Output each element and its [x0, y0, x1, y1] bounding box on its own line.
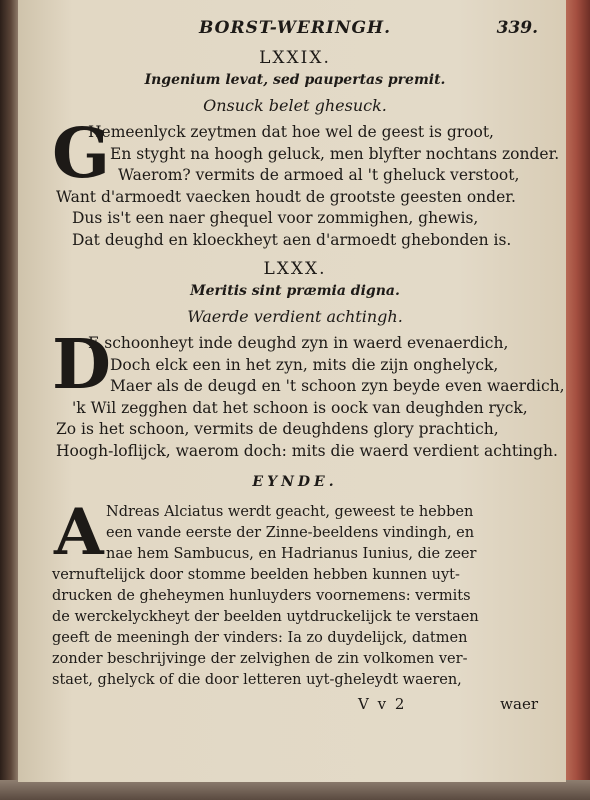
- verse-line: Zo is het schoon, vermits de deughdens glory prachtich,: [56, 420, 499, 438]
- page-number: 339.: [496, 18, 538, 38]
- verse-line: Dat deughd en kloeckheyt aen d'armoedt ghebonden is.: [72, 230, 512, 249]
- running-head-title: BORST-WERINGH.: [198, 18, 392, 38]
- book-cover-edge: [566, 0, 590, 800]
- verse-line: 'k Wil zegghen dat het schoon is oock van deughden ryck,: [72, 398, 528, 417]
- prose-line: zonder beschrijvinge der zelvighen de zin volkomen ver-: [52, 651, 468, 667]
- catchword: waer: [500, 695, 538, 713]
- emblem-79-verse: [52, 114, 560, 251]
- prose-line: vernuftelijck door stomme beelden hebben kunnen uyt-: [52, 567, 460, 583]
- emblem-80-verse: [52, 325, 565, 462]
- book-page: [18, 0, 566, 782]
- afterword: [52, 495, 538, 691]
- prose-line: drucken de gheheymen hunluyders voornemens: vermits: [52, 588, 471, 604]
- emblem-80-subtitle: Waerde verdient achtingh.: [187, 307, 403, 326]
- page-footer: [52, 695, 538, 719]
- book-spine-shadow: [0, 0, 18, 800]
- verse-line: E schoonheyt inde deughd zyn in waerd evenaerdich,: [88, 334, 509, 352]
- emblem-79-motto: Ingenium levat, sed paupertas premit.: [144, 72, 446, 88]
- verse-line: Maer als de deugd en 't schoon zyn beyde even waerdich,: [110, 377, 565, 395]
- verse-line: Want d'armoedt vaecken houdt de grootste geesten onder.: [56, 187, 516, 206]
- verse-line: Doch elck een in het zyn, mits die zijn onghelyck,: [110, 355, 499, 374]
- verse-line: En styght na hoogh geluck, men blyfter nochtans zonder.: [110, 144, 560, 163]
- prose-line: staet, ghelyck of die door letteren uyt-gheleydt waeren,: [52, 672, 462, 688]
- prose-line: Ndreas Alciatus werdt geacht, geweest te hebben: [106, 504, 474, 520]
- verse-line: Hemeenlyck zeytmen dat hoe wel de geest is groot,: [88, 123, 494, 141]
- afterword-drop-cap: A: [54, 495, 104, 570]
- emblem-80-motto: Meritis sint præmia digna.: [190, 283, 400, 299]
- emblem-79: [52, 46, 560, 251]
- emblem-79-subtitle: Onsuck belet ghesuck.: [203, 96, 387, 115]
- book-bottom-edge: [0, 780, 590, 800]
- emblem-80: [52, 257, 565, 462]
- verse-line: Waerom? vermits de armoed al 't gheluck verstoot,: [118, 166, 520, 184]
- signature-mark: V v 2: [358, 695, 407, 713]
- prose-line: de werckelyckheyt der beelden uytdruckelijck te verstaen: [52, 609, 479, 625]
- prose-line: geeft de meeningh der vinders: Ia zo duydelijck, datmen: [52, 630, 468, 646]
- emblem-80-numeral: LXXX.: [263, 259, 327, 279]
- verse-line: Hoogh-loflijck, waerom doch: mits die waerd verdient achtingh.: [56, 441, 558, 460]
- emblem-79-drop-cap: G: [52, 114, 111, 194]
- finis-heading: EYNDE.: [252, 474, 338, 490]
- prose-line: nae hem Sambucus, en Hadrianus Iunius, die zeer: [106, 546, 477, 562]
- verse-line: Dus is't een naer ghequel voor zommighen, ghewis,: [72, 209, 479, 227]
- prose-line: een vande eerste der Zinne-beeldens vindingh, en: [106, 525, 475, 541]
- emblem-79-numeral: LXXIX.: [259, 48, 331, 68]
- emblem-80-drop-cap: D: [52, 325, 111, 405]
- running-head: [52, 0, 538, 44]
